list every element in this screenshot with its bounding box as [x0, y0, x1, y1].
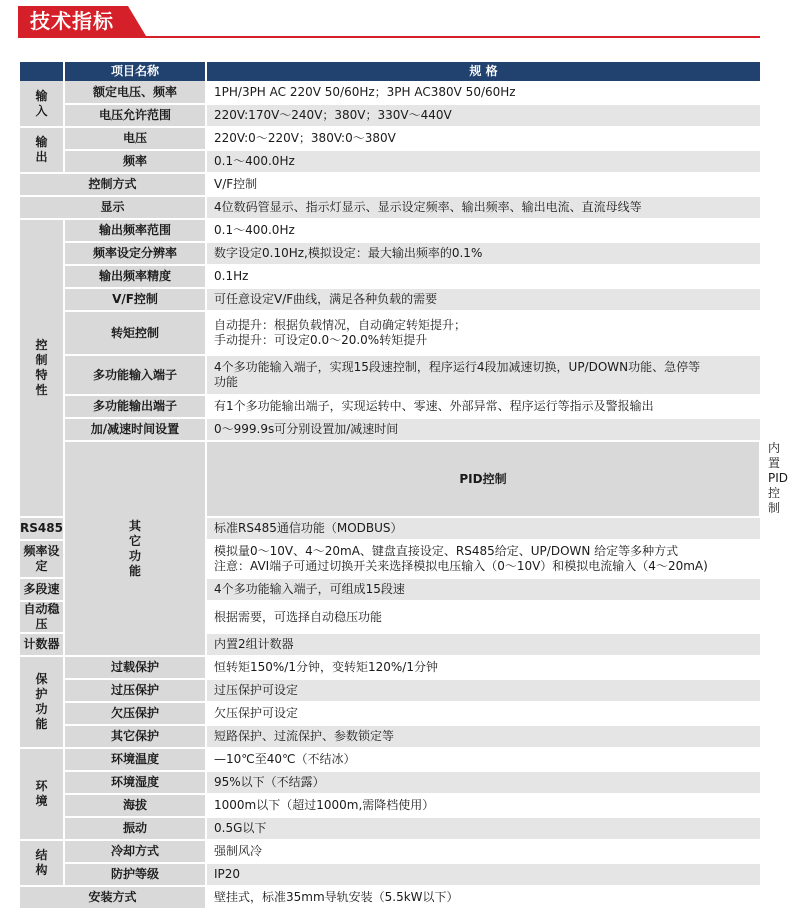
spec-line: 1000m以下（超过1000m,需降档使用） — [214, 798, 435, 812]
spec-line: 4个多功能输入端子，实现15段速控制，程序运行4段加减速切换，UP/DOWN功能、急停等 — [214, 360, 701, 374]
header-spec: 规 格 — [206, 62, 760, 81]
spec-line: 模拟量0～10V、4～20mA、键盘直接设定、RS485给定、UP/DOWN 给定等多种方式 — [214, 544, 679, 558]
category-char: 功 — [35, 702, 48, 716]
table-row — [20, 173, 760, 196]
table-row — [20, 355, 760, 395]
table-row — [20, 748, 760, 771]
spec-line: 壁挂式，标准35mm导轨安装（5.5kW以下） — [214, 890, 459, 904]
spec-line: 内置2组计数器 — [214, 637, 294, 651]
item-name: 安装方式 — [20, 886, 206, 909]
item-name: 多功能输入端子 — [64, 355, 206, 395]
spec-line: 手动提升：可设定0.0～20.0%转矩提升 — [214, 333, 428, 347]
table-row — [20, 311, 760, 355]
spec-line: 可任意设定V/F曲线，满足各种负载的需要 — [214, 292, 438, 306]
table-row — [20, 265, 760, 288]
table-row — [20, 242, 760, 265]
category-cell — [64, 441, 206, 656]
table-row — [20, 679, 760, 702]
table-row — [20, 771, 760, 794]
spec-line: 0.1～400.0Hz — [214, 154, 295, 168]
table-row — [20, 840, 760, 863]
spec-value — [206, 679, 760, 702]
table-row — [20, 702, 760, 725]
table-row — [20, 196, 760, 219]
item-name: 电压 — [64, 127, 206, 150]
spec-value — [206, 794, 760, 817]
item-name: 环境湿度 — [64, 771, 206, 794]
table-row — [20, 81, 760, 104]
spec-value — [206, 633, 760, 656]
spec-value — [206, 242, 760, 265]
spec-value — [206, 817, 760, 840]
spec-value — [206, 81, 760, 104]
table-row — [20, 127, 760, 150]
spec-value — [206, 886, 760, 909]
spec-value — [206, 150, 760, 173]
spec-value — [206, 578, 760, 601]
spec-value — [206, 517, 760, 540]
spec-line: 自动提升：根据负载情况，自动确定转矩提升； — [214, 318, 467, 332]
table-row — [20, 817, 760, 840]
category-cell — [20, 81, 64, 127]
header-blank-cell — [20, 62, 64, 81]
table-row — [20, 794, 760, 817]
spec-line: 注意：AVI端子可通过切换开关来选择模拟电压输入（0～10V）和模拟电流输入（4～20mA) — [214, 559, 708, 573]
spec-line: 0.5G以下 — [214, 821, 267, 835]
category-char: 能 — [35, 717, 48, 731]
table-row — [20, 395, 760, 418]
spec-line: 220V:170V～240V；380V；330V～440V — [214, 108, 452, 122]
spec-value — [206, 656, 760, 679]
item-name: 显示 — [20, 196, 206, 219]
category-char: 结 — [35, 848, 48, 862]
item-name: 额定电压、频率 — [64, 81, 206, 104]
item-name: V/F控制 — [64, 288, 206, 311]
spec-line: 0～999.9s可分别设置加/减速时间 — [214, 422, 399, 436]
category-char: 性 — [35, 383, 48, 397]
spec-line: 标准RS485通信功能（MODBUS） — [214, 521, 403, 535]
item-name: 加/减速时间设置 — [64, 418, 206, 441]
spec-value — [206, 863, 760, 886]
spec-line: 95%以下（不结露） — [214, 775, 325, 789]
table-row — [20, 863, 760, 886]
category-char: 功 — [128, 548, 141, 563]
item-name: 转矩控制 — [64, 311, 206, 355]
item-name: PID控制 — [206, 441, 760, 517]
category-cell — [20, 748, 64, 840]
spec-value — [206, 311, 760, 355]
table-row — [20, 104, 760, 127]
category-cell — [20, 219, 64, 517]
spec-value — [206, 601, 760, 633]
spec-line: 根据需要，可选择自动稳压功能 — [214, 609, 383, 624]
table-row — [20, 288, 760, 311]
item-name: 环境温度 — [64, 748, 206, 771]
item-name: 多段速 — [20, 578, 64, 601]
table-row: 其 它 功 能 PID控制 内置PID控制 — [20, 441, 760, 517]
item-name: 冷却方式 — [64, 840, 206, 863]
table-row — [20, 418, 760, 441]
spec-line: 4位数码管显示、指示灯显示、显示设定频率、输出频率、输出电流、直流母线等 — [214, 200, 642, 214]
item-name: 其它保护 — [64, 725, 206, 748]
item-name: 过压保护 — [64, 679, 206, 702]
spec-line: 数字设定0.10Hz,模拟设定：最大输出频率的0.1% — [214, 246, 483, 260]
category-char: 特 — [35, 368, 48, 382]
category-char: 控 — [35, 338, 48, 352]
table-row — [20, 219, 760, 242]
title-rule — [18, 36, 760, 38]
category-char: 输 — [35, 135, 48, 149]
spec-line: V/F控制 — [214, 177, 258, 191]
spec-line: 4个多功能输入端子，可组成15段速 — [214, 582, 405, 596]
spec-line: 220V:0～220V；380V:0～380V — [214, 131, 396, 145]
spec-value — [206, 395, 760, 418]
spec-line: 恒转矩150%/1分钟，变转矩120%/1分钟 — [214, 660, 438, 674]
item-name: 频率设定分辨率 — [64, 242, 206, 265]
table-header-row — [20, 62, 760, 81]
spec-value — [206, 288, 760, 311]
spec-value — [206, 265, 760, 288]
category-char: 入 — [35, 103, 48, 118]
item-name: 过载保护 — [64, 656, 206, 679]
spec-line: 0.1～400.0Hz — [214, 223, 295, 237]
spec-line: IP20 — [214, 867, 241, 881]
table-body — [20, 81, 788, 909]
spec-value — [206, 725, 760, 748]
spec-value — [206, 196, 760, 219]
spec-value — [206, 748, 760, 771]
spec-value — [206, 702, 760, 725]
item-name: 欠压保护 — [64, 702, 206, 725]
table-row — [20, 725, 760, 748]
spec-value — [206, 355, 760, 395]
spec-value — [206, 219, 760, 242]
item-name: 频率设定 — [20, 540, 64, 578]
category-char: 它 — [128, 533, 141, 548]
spec-line: 功能 — [214, 375, 239, 389]
category-cell — [20, 840, 64, 886]
item-name: 输出频率范围 — [64, 219, 206, 242]
item-name: 频率 — [64, 150, 206, 173]
category-char: 构 — [35, 863, 48, 877]
table-row — [20, 656, 760, 679]
spec-line: 有1个多功能输出端子，实现运转中、零速、外部异常、程序运行等指示及警报输出 — [214, 399, 654, 413]
category-char: 其 — [128, 518, 141, 533]
category-cell — [20, 656, 64, 748]
category-char: 输 — [35, 88, 48, 103]
spec-line: 过压保护可设定 — [214, 683, 299, 697]
spec-value — [206, 418, 760, 441]
category-char: 环 — [35, 779, 48, 793]
category-char: 护 — [35, 687, 48, 701]
spec-line: —10℃至40℃（不结冰） — [214, 752, 356, 766]
table-row — [20, 886, 760, 909]
item-name: 防护等级 — [64, 863, 206, 886]
title-banner — [18, 6, 146, 36]
category-char: 能 — [128, 563, 141, 578]
item-name: 电压允许范围 — [64, 104, 206, 127]
spec-value — [206, 104, 760, 127]
category-char: 境 — [35, 794, 48, 808]
spec-value — [206, 840, 760, 863]
item-name: RS485 — [20, 517, 64, 540]
item-name: 计数器 — [20, 633, 64, 656]
spec-line: 短路保护、过流保护、参数锁定等 — [214, 729, 395, 743]
spec-line: 欠压保护可设定 — [214, 706, 299, 720]
table-row — [20, 150, 760, 173]
header-item-name: 项目名称 — [64, 62, 206, 81]
category-cell — [20, 127, 64, 173]
item-name: 多功能输出端子 — [64, 395, 206, 418]
item-name: 海拔 — [64, 794, 206, 817]
spec-line: 0.1Hz — [214, 269, 249, 283]
item-name: 控制方式 — [20, 173, 206, 196]
spec-value — [206, 771, 760, 794]
page-title: 技术指标 — [30, 9, 114, 33]
spec-line: 1PH/3PH AC 220V 50/60Hz；3PH AC380V 50/60Hz — [214, 84, 516, 99]
spec-value — [206, 540, 760, 578]
spec-value — [206, 127, 760, 150]
spec-table — [20, 62, 788, 910]
spec-line: 强制风冷 — [214, 844, 263, 858]
category-char: 保 — [35, 672, 48, 686]
item-name: 振动 — [64, 817, 206, 840]
category-char: 出 — [35, 150, 48, 164]
spec-value — [206, 173, 760, 196]
item-name: 输出频率精度 — [64, 265, 206, 288]
category-char: 制 — [35, 353, 48, 367]
item-name: 自动稳压 — [20, 601, 64, 633]
